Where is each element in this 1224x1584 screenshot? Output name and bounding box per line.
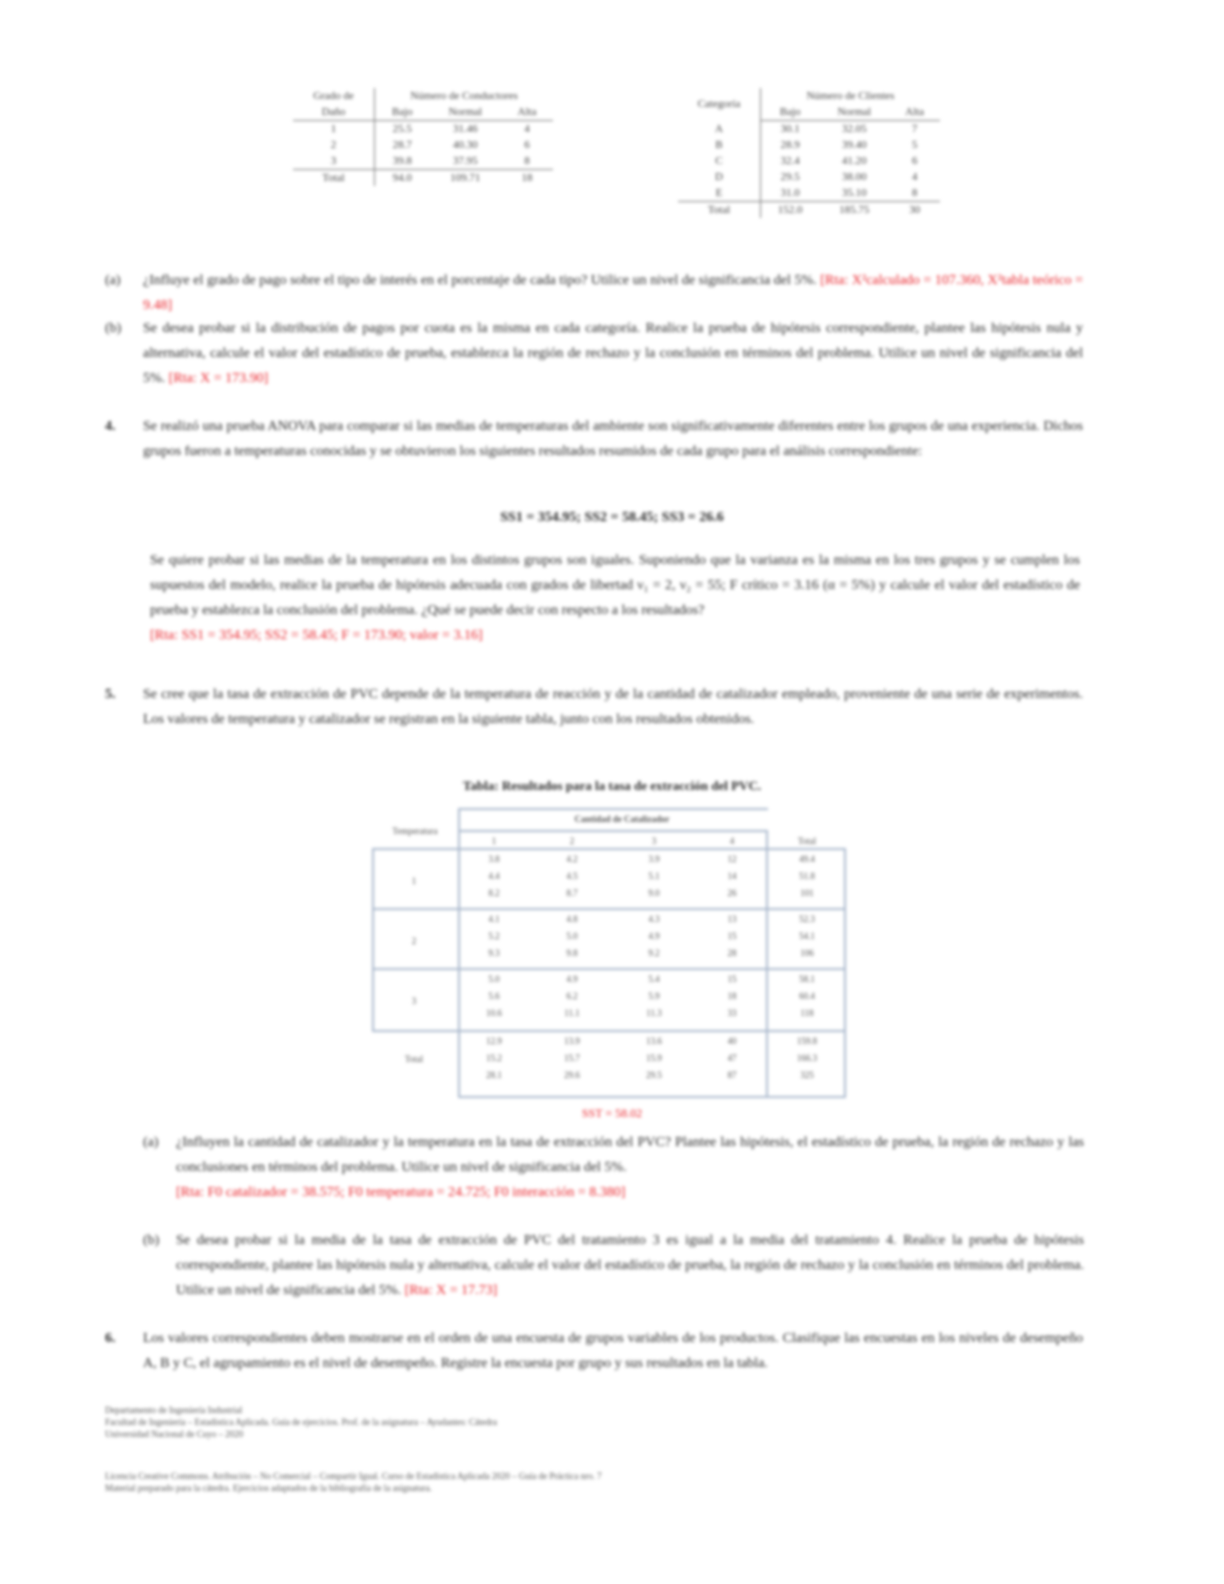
table-cell: 6 <box>524 139 530 151</box>
ct-cell: 9.2 <box>648 948 660 958</box>
tr-sub: Alta <box>889 104 940 121</box>
item-5a <box>176 1130 1084 1205</box>
ct-cell: 9.0 <box>648 888 660 898</box>
ct-col-total: 29.6 <box>564 1070 580 1080</box>
table-cell: 8 <box>501 153 553 170</box>
table-cell: 30.1 <box>780 123 800 135</box>
ct-grand-total: 159.8 <box>796 1036 818 1046</box>
item-label: (a) <box>105 273 121 288</box>
ct-cell: 4.9 <box>648 931 660 941</box>
ct-row-total: 52.3 <box>799 914 815 924</box>
ct-col-total: 12.9 <box>486 1036 502 1046</box>
table-cell: 39.8 <box>375 153 430 170</box>
ct-cell: 9.3 <box>488 948 500 958</box>
table-cell: 38.00 <box>841 171 867 183</box>
ct-col-total: 13.6 <box>646 1036 662 1046</box>
tr-sub: Bajo <box>760 104 819 121</box>
ct-total-row-label: Total <box>404 1054 424 1064</box>
ct-row-total: 54.1 <box>799 931 815 941</box>
table-cell: 40.30 <box>452 139 478 151</box>
ct-cell: 26 <box>727 888 737 898</box>
table-cell: 29.5 <box>780 171 800 183</box>
table-total: 18 <box>521 172 533 184</box>
tr-head-2: Número de Clientes <box>806 90 895 102</box>
ct-cell: 3.8 <box>488 854 500 864</box>
q4-text: Se realizó una prueba ANOVA para comparar si las medias de temperaturas del ambiente son significativamente diferentes entre los grupos de una experiencia. Dichos grupos fueron a temperaturas conocidas y se obtuvieron los siguientes resultados resumidos de cada grupo para el análisis correspondiente: <box>143 419 1083 459</box>
table-cell: 39.40 <box>841 139 867 151</box>
ct-cell: 15 <box>727 974 737 984</box>
table-total: 152.0 <box>777 204 803 216</box>
q4-text2b: adecuada con grados de libertad ν₁ = 2, ν₂ = 55; F crítico = 3.16 (α = 5%) y calcule el valor del estadístico <box>450 578 1063 593</box>
ct-row-total: 49.4 <box>799 854 815 864</box>
ct-cell: 4.8 <box>566 914 578 924</box>
ct-cell: 6.2 <box>566 991 578 1001</box>
ct-col-total: 15.9 <box>646 1053 662 1063</box>
ct-row-total: 60.4 <box>799 991 815 1001</box>
ct-total-col: Total <box>797 836 817 846</box>
ct-grand-total: 325 <box>800 1070 814 1080</box>
ct-col-total: 47 <box>727 1053 737 1063</box>
table-cell: A <box>678 121 760 138</box>
footer-block-2 <box>105 1470 602 1494</box>
item-3b-answer: [Rta: X = 173.90] <box>168 371 269 386</box>
table-cell: 5 <box>911 139 918 151</box>
ct-cell: 14 <box>727 871 737 881</box>
item-label: (b) <box>105 321 122 336</box>
q6-text: Los valores correspondientes deben mostrarse en el orden de una encuesta de grupos variables de los productos. Clasifique las encuestas en los niveles de desempeño A, B y C, el agrupamiento es el nivel de desempeño. Registre la encuesta por grupo y sus resultados en la tabla. <box>143 1331 1083 1371</box>
table-cell: 6 <box>911 155 918 167</box>
ct-cell: 5.0 <box>566 931 578 941</box>
table-cell: 4 <box>524 123 530 135</box>
ct-cell: 15 <box>727 931 737 941</box>
top-left-table <box>293 88 553 186</box>
ct-cell: 4.3 <box>648 914 660 924</box>
table-cell: 4 <box>911 171 918 183</box>
ct-col: 2 <box>569 836 575 846</box>
table-cell: 2 <box>293 137 375 153</box>
ct-col: 1 <box>491 836 497 846</box>
ct-cell: 5.4 <box>648 974 660 984</box>
table-cell: 25.5 <box>392 123 412 135</box>
ct-cell: 33 <box>727 1008 737 1018</box>
item-3a-text: ¿Influye el grado de pago sobre el tipo de interés en el porcentaje de cada tipo? Utilice un nivel de significancia del 5%. <box>143 273 817 288</box>
item-label: (b) <box>143 1233 160 1248</box>
tl-sub: Alta <box>501 104 553 121</box>
ct-cell: 11.1 <box>564 1008 580 1018</box>
item-label: (a) <box>143 1135 159 1150</box>
ct-row-total: 101 <box>800 888 814 898</box>
ct-row-header: 3 <box>411 996 417 1006</box>
ct-col-total: 87 <box>727 1070 737 1080</box>
item-5b <box>176 1228 1084 1303</box>
table-total: 185.75 <box>839 204 870 216</box>
table-cell: 28.7 <box>392 139 412 151</box>
item-5b-answer: [Rta: X = 17.73] <box>404 1283 498 1298</box>
table-cell: 32.05 <box>841 123 867 135</box>
table-cell: 35.10 <box>819 185 889 202</box>
table-caption: Tabla: Resultados para la tasa de extracción del PVC. <box>462 778 762 793</box>
table-cell: 41.20 <box>841 155 867 167</box>
ct-row-header: 1 <box>411 876 417 886</box>
ct-cell: 4.5 <box>566 871 578 881</box>
table-cell: D <box>678 169 760 185</box>
ct-row-total: 118 <box>800 1008 814 1018</box>
tl-head-2: Número de Conductores <box>410 90 518 102</box>
ct-cell: 4.9 <box>566 974 578 984</box>
footer-line: Universidad Nacional de Cuyo – 2020 <box>105 1429 244 1439</box>
item-3a-answer: [Rta: X²calculado = 107.360, X²tabla teórico = 9.48] <box>143 273 1084 313</box>
ct-grand-total: 166.3 <box>796 1053 818 1063</box>
item-3b-text: Se desea probar si la distribución de pagos por cuota es la misma en cada categoría. Realice la prueba de hipótesis correspondiente, plantee las hipótesis nula y alternativa, calcule el valor del estadístico de prueba, establezca la región de rechazo y la conclusión en términos del problema. Utilice un nivel de significancia del 5%. <box>143 321 1083 386</box>
table-total: Total <box>678 202 760 219</box>
q4-text2a: Se quiere probar si las medias de la temperatura en los distintos grupos son iguales. Suponiendo que la varianza es la misma en los tres grupos y se cumplen los supuestos del modelo, realice la prueba de hipótesis <box>150 553 1080 593</box>
ct-col-total: 13.9 <box>564 1036 580 1046</box>
table-total: 94.0 <box>392 172 412 184</box>
ct-cell: 5.2 <box>488 931 500 941</box>
table-total: 30 <box>909 204 921 216</box>
ct-cell: 12 <box>727 854 737 864</box>
item-5a-text: ¿Influyen la cantidad de catalizador y la temperatura en la tasa de extracción del PVC? Plantee las hipótesis, el estadístico de prueba, la región de rechazo y las conclusiones en términos del problema. Utilice un nivel de significancia del 5%. <box>176 1135 1084 1175</box>
tr-sub: Normal <box>819 104 889 121</box>
table-cell: 31.0 <box>760 185 819 202</box>
table-total: 109.71 <box>450 172 481 184</box>
table-cell: 31.46 <box>452 123 478 135</box>
ct-cell: 18 <box>727 991 737 1001</box>
table-cell: 1 <box>293 121 375 138</box>
tl-head-1: Grado de <box>293 88 375 104</box>
ct-row-total: 58.1 <box>799 974 815 984</box>
q4-answer: [Rta: SS1 = 354.95; SS2 = 58.45; F = 173.90; valor = 3.16] <box>150 628 483 643</box>
top-right-table <box>678 88 940 218</box>
ct-cell: 4.1 <box>488 914 500 924</box>
ct-footnote: SST = 58.02 <box>581 1106 643 1120</box>
item-5b-text: Se desea probar si la media de la tasa de extracción de PVC del tratamiento 3 es igual a la media del tratamiento 4. Realice la prueba de hipótesis correspondiente, plantee las hipótesis nula y alternativa, calcule el valor del estadístico de prueba, la región de rechazo y la conclusión en términos del problema. Utilice un nivel de significancia del 5%. <box>176 1233 1084 1298</box>
ct-row-total: 51.8 <box>799 871 815 881</box>
question-number: 4. <box>105 419 116 434</box>
ct-row-total: 106 <box>800 948 814 958</box>
ct-col-total: 15.7 <box>564 1053 580 1063</box>
table-cell: C <box>678 153 760 169</box>
table-total: Total <box>293 170 375 187</box>
ct-cell: 8.7 <box>566 888 578 898</box>
question-number: 6. <box>105 1331 116 1346</box>
ct-cell: 5.6 <box>488 991 500 1001</box>
ct-col: 3 <box>651 836 657 846</box>
ct-cell: 5.9 <box>648 991 660 1001</box>
ct-row-header: 2 <box>411 936 417 946</box>
footer-line: Material preparado para la cátedra. Ejercicios adaptados de la bibliografía de la asignatura. <box>105 1483 432 1493</box>
ct-cell: 4.4 <box>488 871 500 881</box>
tl-sub: Daño <box>293 104 375 121</box>
ct-cell: 5.0 <box>488 974 500 984</box>
ct-cell: 11.3 <box>646 1008 662 1018</box>
q5-text: Se cree que la tasa de extracción de PVC depende de la temperatura de reacción y de la cantidad de catalizador empleado, proveniente de una serie de experimentos. Los valores de temperatura y catalizador se registran en la siguiente tabla, junto con los resultados obtenidos. <box>143 687 1083 727</box>
table-cell: 32.4 <box>780 155 800 167</box>
tl-sub: Bajo <box>375 104 430 121</box>
item-3b <box>143 316 1083 391</box>
item-3a <box>143 268 1083 318</box>
ct-row-label: Temperatura <box>392 826 438 836</box>
table-cell: 8 <box>889 185 940 202</box>
footer-line: Facultad de Ingeniería – Estadística Aplicada. Guía de ejercicios. Prof. de la asignatura – Ayudantes: Cátedra <box>105 1417 498 1427</box>
footer-line: Licencia Creative Commons. Atribución – No Comercial – Compartir Igual. Curso de Estadística Aplicada 2020 – Guía de Práctica nro. 7 <box>105 1471 602 1481</box>
ct-cell: 5.1 <box>648 871 660 881</box>
ct-col-total: 40 <box>727 1036 737 1046</box>
item-5a-answer: [Rta: F0 catalizador = 38.575; F0 temperatura = 24.725; F0 interacción = 8.380] <box>176 1185 626 1200</box>
ct-col-total: 29.5 <box>646 1070 662 1080</box>
ct-cell: 4.2 <box>566 854 578 864</box>
ct-cell: 10.6 <box>486 1008 502 1018</box>
q4-text2c: de prueba y establezca la conclusión del problema. ¿Qué se puede decir con respecto a los resultados? <box>150 578 1081 618</box>
extraction-table <box>372 808 847 1098</box>
ct-cell: 3.9 <box>648 854 660 864</box>
ct-cell: 8.2 <box>488 888 500 898</box>
table-cell: 7 <box>911 123 918 135</box>
table-cell: 28.9 <box>780 139 800 151</box>
table-cell: E <box>678 185 760 202</box>
ct-col-total: 28.1 <box>486 1070 502 1080</box>
ct-cell: 28 <box>727 948 737 958</box>
ct-cell: 13 <box>727 914 737 924</box>
tl-sub: Normal <box>430 104 501 121</box>
ct-col-total: 15.2 <box>486 1053 502 1063</box>
ct-header: Cantidad de Catalizador <box>574 814 670 824</box>
question-number: 5. <box>105 687 116 702</box>
tr-head-1: Categoría <box>678 88 760 121</box>
table-cell: 3 <box>293 153 375 170</box>
q4-text2 <box>150 548 1080 648</box>
q4-formula: SS1 = 354.95; SS2 = 58.45; SS3 = 26.6 <box>500 510 724 525</box>
table-cell: 37.95 <box>430 153 501 170</box>
footer-line: Departamento de Ingeniería Industrial <box>105 1405 243 1415</box>
ct-cell: 9.8 <box>566 948 578 958</box>
ct-col: 4 <box>729 836 735 846</box>
table-cell: B <box>678 137 760 153</box>
footer-block-1 <box>105 1404 497 1440</box>
